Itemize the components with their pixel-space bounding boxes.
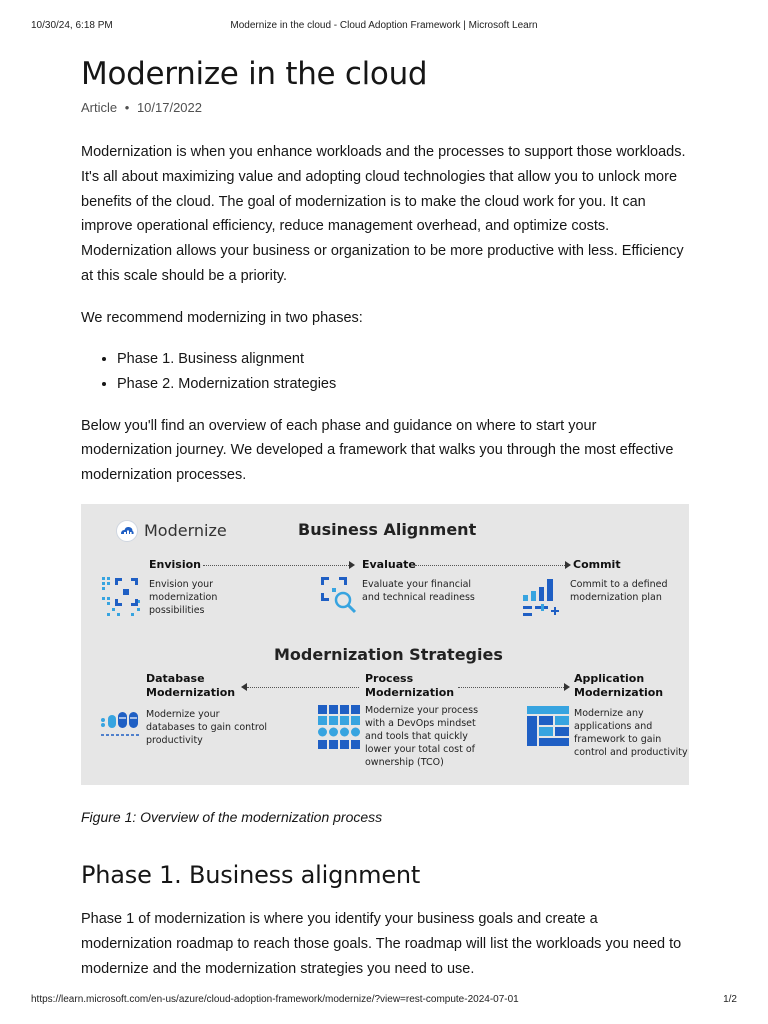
- desc-line: Envision your: [149, 578, 214, 590]
- desc-line: Modernize your: [146, 708, 220, 720]
- arrow-right-icon: [349, 561, 355, 569]
- stage-commit-title: Commit: [573, 557, 621, 571]
- overview-paragraph: Below you'll find an overview of each phase and guidance on where to start your modernization journey. We developed a framework that walks you through the most effective modernization processes.: [81, 417, 674, 484]
- stage-application-title: [574, 672, 663, 700]
- print-header: [0, 20, 768, 34]
- logo-text: Modernize: [144, 521, 227, 541]
- modernization-strategies-heading: Modernization Strategies: [274, 644, 503, 664]
- list-item: • Phase 1. Business alignment: [117, 347, 691, 372]
- desc-line: control and productivity: [574, 746, 688, 758]
- figure-caption: Figure 1: Overview of the modernization process: [81, 808, 383, 825]
- list-item: • Phase 2. Modernization strategies: [117, 372, 691, 397]
- title-line: Process: [365, 671, 414, 685]
- stage-envision-desc: [149, 578, 217, 617]
- page-title: Modernize in the cloud: [81, 56, 428, 92]
- desc-line: modernization plan: [570, 591, 662, 603]
- arrow-right-icon: [564, 683, 570, 691]
- print-footer: [0, 994, 768, 1008]
- desc-line: Modernize your process: [365, 704, 479, 716]
- desc-line: modernization: [149, 591, 218, 603]
- stage-evaluate-desc: [362, 578, 475, 604]
- arrow-right-icon: [565, 561, 571, 569]
- desc-line: Evaluate your financial: [362, 578, 472, 590]
- business-alignment-heading: Business Alignment: [298, 519, 477, 539]
- dotted-connector: [203, 565, 349, 566]
- intro-paragraph: Modernization is when you enhance workloads and the processes to support those workloads. It's all about maximizing value and adopting cloud technologies that allow you to unlock more benefits of the cloud. The goal of modernization is to make the cloud work for you. It can improve operational efficiency, reduce management overhead, and optimize costs. Modernization allows your business or organization to be more productive with less. Efficiency at this scale should be a priority.: [81, 144, 686, 284]
- desc-line: lower your total cost of: [365, 743, 476, 755]
- title-line: Modernization: [365, 685, 455, 699]
- desc-line: framework to gain: [574, 733, 662, 745]
- print-page-title: Modernize in the cloud - Cloud Adoption Framework | Microsoft Learn: [230, 20, 538, 31]
- print-url: https://learn.microsoft.com/en-us/azure/cloud-adoption-framework/modernize/?view=rest-compute-2024-07-01: [31, 994, 519, 1005]
- print-datetime: 10/30/24, 6:18 PM: [31, 20, 113, 31]
- desc-line: Modernize any: [574, 707, 644, 719]
- stage-envision-title: Envision: [149, 557, 201, 571]
- desc-line: databases to gain control: [146, 721, 268, 733]
- desc-line: and tools that quickly: [365, 730, 468, 742]
- print-page-number: 1/2: [723, 994, 737, 1005]
- stage-process-title: [365, 672, 454, 700]
- meta-separator: •: [124, 100, 130, 115]
- title-line: Modernization: [574, 685, 664, 699]
- application-window-icon: [527, 706, 569, 748]
- phases-list: [81, 347, 691, 397]
- dotted-connector: [247, 687, 359, 688]
- desc-line: with a DevOps mindset: [365, 717, 476, 729]
- recommend-paragraph: We recommend modernizing in two phases:: [81, 309, 363, 326]
- modernize-logo: [116, 520, 227, 542]
- desc-line: Commit to a defined: [570, 578, 668, 590]
- dotted-connector: [458, 687, 564, 688]
- commit-bar-chart-icon: [521, 577, 565, 621]
- process-grid-icon: [318, 705, 362, 751]
- title-line: Modernization: [146, 685, 236, 699]
- dotted-connector: [415, 565, 565, 566]
- title-line: Database: [146, 671, 205, 685]
- desc-line: ownership (TCO): [365, 756, 444, 768]
- stage-commit-desc: [570, 578, 668, 604]
- desc-line: applications and: [574, 720, 653, 732]
- evaluate-magnifier-icon: [319, 575, 359, 615]
- phase1-paragraph: Phase 1 of modernization is where you identify your business goals and create a modernization roadmap to reach those goals. The roadmap will list the workloads you need to modernize and the modernization strategies you need to use.: [81, 910, 682, 977]
- desc-line: and technical readiness: [362, 591, 475, 603]
- modernize-cloud-icon: [116, 520, 138, 542]
- stage-database-title: [146, 672, 235, 700]
- desc-line: productivity: [146, 734, 203, 746]
- envision-icon: [101, 575, 145, 619]
- article-date: 10/17/2022: [136, 100, 203, 115]
- article-meta: [81, 100, 691, 120]
- phase1-heading: Phase 1. Business alignment: [81, 860, 421, 889]
- database-stack-icon: [99, 709, 143, 739]
- article-content: [81, 52, 691, 981]
- modernization-figure: [81, 504, 689, 785]
- stage-application-desc: [574, 707, 688, 759]
- stage-process-desc: [365, 704, 478, 769]
- article-type: Article: [81, 100, 118, 115]
- stage-database-desc: [146, 708, 267, 747]
- title-line: Application: [574, 671, 645, 685]
- stage-evaluate-title: Evaluate: [362, 557, 416, 571]
- desc-line: possibilities: [149, 604, 205, 616]
